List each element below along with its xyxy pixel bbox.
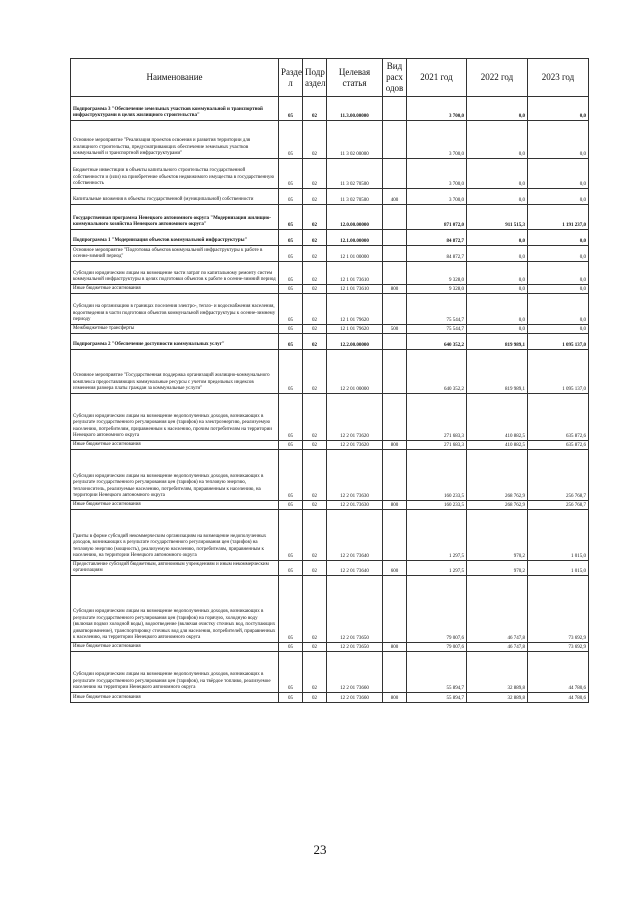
row-amount-2021: 84 872,7: [407, 246, 467, 262]
row-amount-2021: 160 233,5: [407, 450, 467, 501]
row-subsection: 02: [303, 97, 327, 121]
table-row: [71, 394, 589, 441]
row-expense-type: [383, 121, 407, 159]
header-row: [71, 59, 589, 97]
row-amount-2021: 1 297,5: [407, 561, 467, 576]
row-name: Основное мероприятие "Государственная поддержка организаций жилищно-коммунального комплекса предоставляющих коммунальные ресурсы с учетом предельных индексов изменения размера платы граждан за коммунальные услуги": [71, 350, 279, 394]
row-amount-2022: 970,2: [467, 510, 528, 561]
row-amount-2023: 0,0: [528, 294, 589, 325]
row-name: Подпрограмма 3 "Обеспечение земельных участков коммунальной и транспортной инфраструктурами в целях жилищного строительства": [71, 97, 279, 121]
row-subsection: 02: [303, 230, 327, 246]
row-section: 05: [279, 262, 303, 285]
row-amount-2021: 3 700,0: [407, 97, 467, 121]
row-article: 11 3 02 70500: [327, 159, 383, 189]
row-subsection: 02: [303, 510, 327, 561]
row-name: Субсидии юридическим лицам на возмещение недополученных доходов, возникающих в результате государственного регулирования цен (тарифов) на электроэнергию, реализуемую населению, потребителям, приравненным к населению, прочим потребителям на территории Ненецкого автономного округа: [71, 394, 279, 441]
row-name: Основное мероприятие "Подготовка объектов коммунальной инфраструктуры к работе в осенне-зимний период": [71, 246, 279, 262]
row-article: 12 2 01 73630: [327, 450, 383, 501]
row-name: Предоставление субсидий бюджетным, автономным учреждениям и иным некоммерческим организациям: [71, 561, 279, 576]
row-section: 05: [279, 561, 303, 576]
row-article: 12 2 01 00000: [327, 350, 383, 394]
row-name: Субсидии юридическим лицам на возмещение недополученных доходов, возникающих в результате государственного регулирования цен (тарифов) на тепловую энергию, теплоноситель, реализуемые населению, потребителям, приравненным к населению, на территории Ненецкого автономного округа: [71, 450, 279, 501]
row-article: 12 2 01 73650: [327, 643, 383, 652]
table-row: [71, 576, 589, 643]
row-article: 12.2.00.00000: [327, 334, 383, 350]
row-expense-type: [383, 450, 407, 501]
row-article: 12 2 01.73630: [327, 501, 383, 510]
row-amount-2023: 256 768,7: [528, 501, 589, 510]
row-article: 12 2 01 73620: [327, 441, 383, 450]
row-section: 05: [279, 334, 303, 350]
header-2023: 2023 год: [528, 59, 589, 97]
row-amount-2023: 1 015,0: [528, 510, 589, 561]
row-subsection: 02: [303, 334, 327, 350]
row-expense-type: 800: [383, 501, 407, 510]
header-name: Наименование: [71, 59, 279, 97]
row-amount-2021: 3 700,0: [407, 121, 467, 159]
row-amount-2021: 3 700,0: [407, 189, 467, 205]
row-expense-type: [383, 652, 407, 693]
row-amount-2022: 0,0: [467, 285, 528, 294]
row-section: 05: [279, 693, 303, 703]
row-expense-type: [383, 230, 407, 246]
row-expense-type: 800: [383, 643, 407, 652]
row-name: Подпрограмма 1 "Модернизация объектов коммунальной инфраструктуры": [71, 230, 279, 246]
row-amount-2022: 970,2: [467, 561, 528, 576]
header-section: Разде л: [279, 59, 303, 97]
row-expense-type: [383, 262, 407, 285]
row-article: 12 2 01 73650: [327, 576, 383, 643]
row-section: 05: [279, 652, 303, 693]
row-expense-type: 500: [383, 325, 407, 334]
row-name: Субсидии юридическим лицам на возмещение части затрат по капитальному ремонту систем коммунальной инфраструктуры в целях подготовки объектов к работе в осенне-зимний период: [71, 262, 279, 285]
table-row: [71, 561, 589, 576]
row-amount-2023: 44 780,6: [528, 652, 589, 693]
row-amount-2021: 79 007,6: [407, 576, 467, 643]
row-amount-2023: 1 095 137,0: [528, 350, 589, 394]
row-amount-2021: 9 328,0: [407, 262, 467, 285]
table-row: [71, 246, 589, 262]
table-row: [71, 350, 589, 394]
row-name: Гранты в форме субсидий некоммерческим организациям на возмещение недополученных доходов, возникающих в результате государственного регулирования цен (тарифов) на тепловую энергию (мощность), реализуемую населению, потребителям, приравненным к населению, на территории Ненецкого автономного округа: [71, 510, 279, 561]
row-name: Основное мероприятие "Реализация проектов освоения и развития территории для жилищного строительства, предусматривающих обеспечение земельных участков коммунальной и транспортной инфраструктурами": [71, 121, 279, 159]
row-subsection: 02: [303, 394, 327, 441]
row-name: Иные бюджетные ассигнования: [71, 693, 279, 703]
row-name: Субсидии юридическим лицам на возмещение недополученных доходов, возникающих в результате государственного регулирования цен (тарифов) на горячую, холодную воду (включая подвоз холодной воды), водоотведение (включая очистку сточных вод, поступающих диватворимнение), транспортировку сточных вод для населения, потребителей, приравненных к населению, на территории Ненецкого автономного округа: [71, 576, 279, 643]
row-expense-type: [383, 246, 407, 262]
row-amount-2023: 0,0: [528, 121, 589, 159]
row-name: Иные бюджетные ассигнования: [71, 643, 279, 652]
row-amount-2021: 1 297,5: [407, 510, 467, 561]
row-amount-2022: 410 882,5: [467, 394, 528, 441]
row-amount-2023: 0,0: [528, 159, 589, 189]
table-row: [71, 450, 589, 501]
row-section: 05: [279, 189, 303, 205]
row-amount-2021: 271 683,3: [407, 394, 467, 441]
row-amount-2022: 32 889,8: [467, 693, 528, 703]
row-amount-2023: 0,0: [528, 230, 589, 246]
row-amount-2023: 1 015,0: [528, 561, 589, 576]
row-name: Государственная программа Ненецкого автономного округа "Модернизация жилищно-коммунального хозяйства Ненецкого автономного округа": [71, 205, 279, 230]
row-subsection: 02: [303, 652, 327, 693]
row-section: 05: [279, 501, 303, 510]
row-article: 12 1 01 73610: [327, 262, 383, 285]
table-body: [71, 97, 589, 703]
table-row: [71, 121, 589, 159]
row-expense-type: [383, 97, 407, 121]
header-2022: 2022 год: [467, 59, 528, 97]
row-section: 05: [279, 510, 303, 561]
row-article: 12 2 01 73660: [327, 693, 383, 703]
table-row: [71, 285, 589, 294]
row-section: 05: [279, 325, 303, 334]
row-amount-2022: 819 989,1: [467, 350, 528, 394]
row-section: 05: [279, 294, 303, 325]
row-name: Капитальные вложения в объекты государственной (муниципальной) собственности: [71, 189, 279, 205]
row-amount-2023: 1 095 137,0: [528, 334, 589, 350]
row-name: Иные бюджетные ассигнования: [71, 441, 279, 450]
row-subsection: 02: [303, 450, 327, 501]
row-section: 05: [279, 450, 303, 501]
row-subsection: 02: [303, 350, 327, 394]
row-amount-2023: 0,0: [528, 325, 589, 334]
row-expense-type: [383, 334, 407, 350]
page-number: 23: [313, 842, 327, 857]
row-subsection: 02: [303, 441, 327, 450]
table-row: [71, 189, 589, 205]
row-section: 05: [279, 159, 303, 189]
row-amount-2022: 268 762,9: [467, 450, 528, 501]
row-section: 05: [279, 97, 303, 121]
row-amount-2021: 640 352,2: [407, 334, 467, 350]
row-amount-2023: 256 768,7: [528, 450, 589, 501]
row-expense-type: [383, 294, 407, 325]
row-subsection: 02: [303, 643, 327, 652]
row-expense-type: 800: [383, 441, 407, 450]
row-amount-2023: 1 191 237,0: [528, 205, 589, 230]
row-article: 11 3 02 70500: [327, 189, 383, 205]
row-subsection: 02: [303, 693, 327, 703]
row-amount-2022: 0,0: [467, 97, 528, 121]
row-amount-2023: 73 692,9: [528, 643, 589, 652]
row-amount-2023: 635 872,6: [528, 394, 589, 441]
row-amount-2022: 819 989,1: [467, 334, 528, 350]
row-article: 12 2 01 73660: [327, 652, 383, 693]
row-amount-2021: 84 872,7: [407, 230, 467, 246]
budget-table: [70, 58, 589, 703]
row-amount-2023: 635 872,6: [528, 441, 589, 450]
row-amount-2021: 160 233,5: [407, 501, 467, 510]
table-row: [71, 159, 589, 189]
table-row: [71, 652, 589, 693]
table-row: [71, 643, 589, 652]
row-amount-2022: 32 889,8: [467, 652, 528, 693]
row-section: 05: [279, 441, 303, 450]
row-expense-type: 600: [383, 561, 407, 576]
row-amount-2021: 55 894,7: [407, 652, 467, 693]
table-row: [71, 325, 589, 334]
row-amount-2022: 0,0: [467, 230, 528, 246]
row-amount-2022: 410 882,5: [467, 441, 528, 450]
row-article: 12 1 01 00000: [327, 246, 383, 262]
row-name: Подпрограмма 2 "Обеспечение доступности коммунальных услуг": [71, 334, 279, 350]
row-article: 12 1 01 73610: [327, 285, 383, 294]
row-amount-2022: 0,0: [467, 246, 528, 262]
row-expense-type: [383, 159, 407, 189]
row-subsection: 02: [303, 285, 327, 294]
row-amount-2023: 0,0: [528, 97, 589, 121]
row-subsection: 02: [303, 501, 327, 510]
row-article: 12 1 01 79620: [327, 325, 383, 334]
row-expense-type: [383, 510, 407, 561]
row-amount-2023: 0,0: [528, 262, 589, 285]
row-expense-type: 800: [383, 693, 407, 703]
row-article: 12.1.00.00000: [327, 230, 383, 246]
row-section: 05: [279, 246, 303, 262]
row-amount-2021: 75 544,7: [407, 325, 467, 334]
header-subsection: Подр аздел: [303, 59, 327, 97]
row-article: 12 2 01 73640: [327, 561, 383, 576]
row-name: Субсидии юридическим лицам на возмещение недополученных доходов, возникающих в результате государственного регулирования цен (тарифов), на твёрдое топливо, реализуемое населению на территории Ненецкого автономного округа: [71, 652, 279, 693]
row-name: Бюджетные инвестиции в объекты капитального строительства государственной собственности и (или) на приобретение объектов недвижимого имущества в государственную собственность: [71, 159, 279, 189]
row-amount-2023: 0,0: [528, 285, 589, 294]
row-name: Иные бюджетные ассигнования: [71, 285, 279, 294]
table-row: [71, 97, 589, 121]
row-section: 05: [279, 205, 303, 230]
row-amount-2022: 0,0: [467, 189, 528, 205]
row-expense-type: 400: [383, 189, 407, 205]
row-name: Межбюджетные трансферты: [71, 325, 279, 334]
row-subsection: 02: [303, 325, 327, 334]
row-subsection: 02: [303, 159, 327, 189]
row-amount-2021: 640 352,2: [407, 350, 467, 394]
row-amount-2022: 268 762,9: [467, 501, 528, 510]
table-row: [71, 441, 589, 450]
row-amount-2021: 79 007,6: [407, 643, 467, 652]
row-amount-2022: 0,0: [467, 159, 528, 189]
row-amount-2021: 271 683,3: [407, 441, 467, 450]
row-amount-2023: 44 780,6: [528, 693, 589, 703]
row-amount-2022: 911 515,3: [467, 205, 528, 230]
row-amount-2022: 46 747,8: [467, 576, 528, 643]
row-section: 05: [279, 230, 303, 246]
row-article: 12 1 01 79620: [327, 294, 383, 325]
table-row: [71, 262, 589, 285]
row-subsection: 02: [303, 262, 327, 285]
table-row: [71, 334, 589, 350]
header-2021: 2021 год: [407, 59, 467, 97]
row-article: 12.0.00.00000: [327, 205, 383, 230]
row-section: 05: [279, 394, 303, 441]
row-amount-2021: 9 328,0: [407, 285, 467, 294]
row-name: Иные бюджетные ассигнования: [71, 501, 279, 510]
row-amount-2021: 3 700,0: [407, 159, 467, 189]
row-amount-2021: 55 894,7: [407, 693, 467, 703]
row-article: 12 2 01 73640: [327, 510, 383, 561]
row-amount-2022: 0,0: [467, 294, 528, 325]
row-subsection: 02: [303, 576, 327, 643]
table-row: [71, 693, 589, 703]
row-expense-type: [383, 394, 407, 441]
row-section: 05: [279, 643, 303, 652]
row-article: 11 3 02 00000: [327, 121, 383, 159]
row-subsection: 02: [303, 246, 327, 262]
row-amount-2022: 0,0: [467, 121, 528, 159]
row-section: 05: [279, 576, 303, 643]
table-row: [71, 501, 589, 510]
row-amount-2022: 46 747,8: [467, 643, 528, 652]
row-amount-2022: 0,0: [467, 325, 528, 334]
header-article: Целевая статья: [327, 59, 383, 97]
row-expense-type: [383, 576, 407, 643]
row-article: 12 2 01 73620: [327, 394, 383, 441]
row-section: 05: [279, 285, 303, 294]
row-subsection: 02: [303, 205, 327, 230]
row-subsection: 02: [303, 121, 327, 159]
row-amount-2021: 75 544,7: [407, 294, 467, 325]
row-amount-2023: 73 692,9: [528, 576, 589, 643]
row-expense-type: [383, 205, 407, 230]
row-subsection: 02: [303, 561, 327, 576]
row-amount-2022: 0,0: [467, 262, 528, 285]
row-subsection: 02: [303, 294, 327, 325]
table-row: [71, 205, 589, 230]
row-section: 05: [279, 350, 303, 394]
row-expense-type: [383, 350, 407, 394]
row-amount-2021: 871 072,0: [407, 205, 467, 230]
row-amount-2023: 0,0: [528, 189, 589, 205]
row-article: 11.3.00.00000: [327, 97, 383, 121]
row-expense-type: 800: [383, 285, 407, 294]
header-expense-type: Вид расх одов: [383, 59, 407, 97]
table-row: [71, 230, 589, 246]
row-name: Субсидии на организацию в границах поселения электро-, тепло- и водоснабжения населения, водоотведения в части подготовки объектов коммунальной инфраструктуры к осенне-зимнему периоду: [71, 294, 279, 325]
table-row: [71, 510, 589, 561]
table-row: [71, 294, 589, 325]
row-subsection: 02: [303, 189, 327, 205]
row-amount-2023: 0,0: [528, 246, 589, 262]
row-section: 05: [279, 121, 303, 159]
